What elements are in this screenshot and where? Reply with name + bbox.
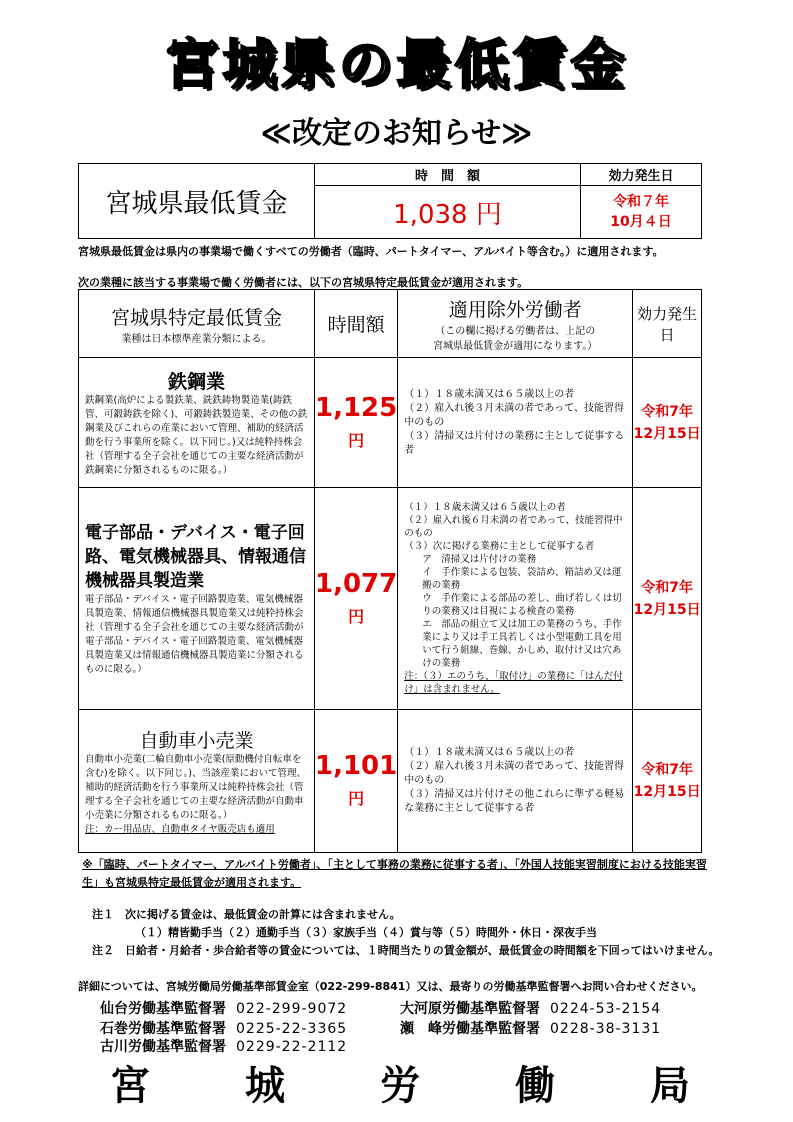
- price-unit: 円: [348, 789, 365, 808]
- effective-header: 効力発生日: [581, 164, 702, 186]
- general-wage-label: 宮城県最低賃金: [79, 164, 315, 239]
- bureau-char: 城: [245, 1063, 285, 1109]
- exclusion-item: （１）１８歳未満又は６５歳以上の者: [404, 502, 566, 513]
- industry-name: 電子部品・デバイス・電子回路、電気機械器具、情報通信機械器具製造業: [85, 522, 306, 591]
- office-ishinomaki: [100, 1018, 347, 1038]
- eff-line2: 12月15日: [633, 784, 701, 800]
- eff-line2: 12月15日: [633, 601, 701, 618]
- price-unit: 円: [348, 430, 365, 450]
- price-number: 1,125: [315, 392, 398, 423]
- specific-title-cell: [79, 290, 315, 358]
- industry-effective: [633, 358, 702, 488]
- footnote-star: ※「臨時、パートタイマー、アルバイト労働者」、「主として事務の業務に従事する者」、「外国人技能実習制度における技能実習生」も宮城県特定最低賃金が適用されます。: [82, 858, 707, 889]
- price-number: 1,077: [315, 568, 398, 599]
- eff-line1: 令和7年: [641, 403, 693, 420]
- general-hourly-value: 1,038 円: [315, 186, 581, 239]
- specific-effective-header: 効力発生日: [633, 290, 702, 358]
- bureau-char: 働: [515, 1063, 555, 1109]
- exclusion-list: [398, 488, 633, 710]
- office-phone: 0225-22-3365: [236, 1021, 348, 1037]
- industry-price: [315, 710, 398, 853]
- general-wage-table: [78, 163, 702, 239]
- exclusion-subitem: ウ 手作業による部品の差し、曲げ若しくは切りの業務又は目視による検査の業務: [422, 593, 622, 617]
- office-phone: 022-299-9072: [236, 1001, 348, 1017]
- industry-row: [79, 358, 702, 488]
- exclusion-subitem: エ 部品の組立て又は加工の業務のうち、手作業により又は手工具若しくは小型電動工具を用いて行う組線、巻線、かしめ、取付け又は穴あけの業務: [422, 619, 622, 669]
- general-note: 宮城県最低賃金は県内の事業場で働くすべての労働者（臨時、パートタイマー、アルバイト等含む。）に適用されます。: [78, 245, 664, 258]
- bureau-char: 局: [650, 1063, 690, 1109]
- bureau-name: [110, 1054, 690, 1111]
- specific-title-sub: 業種は日本標準産業分類による。: [121, 333, 272, 345]
- industry-name: 鉄鋼業: [167, 371, 225, 393]
- industry-price: [315, 358, 398, 488]
- exclusion-list: [398, 710, 633, 853]
- office-phone: 0229-22-2112: [236, 1039, 348, 1055]
- industry-cell: [79, 358, 315, 488]
- office-name: 仙台労働基準監督署: [100, 1001, 226, 1017]
- exclusion-item: （２）雇入れ後３月未満の者であって、技能習得中のもの: [404, 402, 624, 428]
- office-phone: 0228-38-3131: [550, 1021, 662, 1037]
- exclusion-item: （１）１８歳未満又は６５歳以上の者: [404, 747, 575, 758]
- eff-line1: 令和7年: [641, 579, 693, 596]
- office-name: 古川労働基準監督署: [100, 1039, 226, 1055]
- exclusion-sub1: （この欄に掲げる労働者は、上記の: [435, 326, 596, 337]
- office-ogawara: [400, 998, 661, 1018]
- industry-row: [79, 488, 702, 710]
- industry-row: [79, 710, 702, 853]
- office-name: 大河原労働基準監督署: [400, 1001, 540, 1017]
- specific-intro: 次の業種に該当する事業場で働く労働者には、以下の宮城県特定最低賃金が適用されます。: [78, 276, 529, 289]
- exclusion-header-cell: [398, 290, 633, 358]
- industry-cell: [79, 488, 315, 710]
- effective-line2: 10月４日: [610, 214, 672, 230]
- office-sendai: [100, 998, 347, 1018]
- office-name: 瀬 峰労働基準監督署: [400, 1021, 540, 1037]
- eff-line2: 12月15日: [633, 425, 701, 442]
- office-furukawa: [100, 1036, 347, 1056]
- exclusion-item: （１）１８歳未満又は６５歳以上の者: [404, 388, 575, 400]
- note1: 注１ 次に掲げる賃金は、最低賃金の計算には含まれません。: [92, 908, 401, 921]
- exclusion-sub2: 宮城県最低賃金が適用になります。）: [433, 341, 598, 352]
- office-name: 石巻労働基準監督署: [100, 1021, 226, 1037]
- contact-info: 詳細については、宮城労働局労働基準部賃金室（022-299-8841）又は、最寄りの労働基準監督署へお問い合わせください。: [78, 980, 703, 993]
- exclusion-list: [398, 358, 633, 488]
- specific-hourly-header: 時間額: [315, 290, 398, 358]
- note2: 注２ 日給者・月給者・歩合給者等の賃金については、１時間当たりの賃金額が、最低賃金の時間額を下回ってはいけません。: [92, 944, 720, 957]
- price-unit: 円: [348, 606, 365, 626]
- general-effective-date: [581, 186, 702, 239]
- exclusion-subitem: ア 清掃又は片付けの業務: [422, 554, 537, 565]
- note1-detail: （１）精皆勤手当（２）通勤手当（３）家族手当（４）賞与等（５）時間外・休日・深夜手当: [135, 926, 597, 939]
- office-semine: [400, 1018, 661, 1038]
- industry-cell: [79, 710, 315, 853]
- industry-desc: 電子部品・デバイス・電子回路製造業、電気機械器具製造業、情報通信機械器具製造業又は純粋持株会社（管理する全子会社を通じての主要な経済活動が電子部品・デバイス・電子回路製造業、電気機械器具製造業又は情報通信機械器具製造業に分類されるものに限る。）: [85, 593, 304, 675]
- office-phone: 0224-53-2154: [550, 1001, 662, 1017]
- exclusion-item: （２）雇入れ後３月未満の者であって、技能習得中のもの: [404, 761, 624, 786]
- specific-title: 宮城県特定最低賃金: [110, 306, 282, 329]
- industry-effective: [633, 488, 702, 710]
- eff-line1: 令和7年: [641, 762, 693, 778]
- industry-effective: [633, 710, 702, 853]
- exclusion-item: （３）清掃又は片付けの業務に主として従事する者: [404, 430, 625, 456]
- industry-price: [315, 488, 398, 710]
- specific-wage-table: [78, 289, 702, 853]
- industry-desc: 鉄鋼業(高炉による製鉄業、銑鉄鋳物製造業(鋳鉄管、可鍛鋳鉄を除く)、可鍛鋳鉄製造業、その他の鉄鋼業及びこれらの産業において管理、補助的経済活動を行う事業所を除く。以下同じ。)又は純粋持株会社（管理する全子会社を通じての主要な経済活動が鉄鋼業に分類されるものに限る。）: [85, 395, 308, 476]
- exclusion-subitem: イ 手作業による包装、袋詰め、箱詰め又は運搬の業務: [422, 567, 622, 591]
- page-title: 宮城県の最低賃金: [164, 33, 629, 96]
- industry-desc-note: 注：カー用品店、自動車タイヤ販売店も適用: [85, 823, 275, 835]
- exclusion-header: 適用除外労働者: [448, 299, 582, 321]
- industry-name: 自動車小売業: [139, 729, 254, 752]
- industry-desc: 自動車小売業(二輪自動車小売業(原動機付自転車を含む)を除く。以下同じ。)、当該産業において管理、補助的経済活動を行う事業所又は純粋持株会社（管理する全子会社を通じての主要な経済活動が自動車小売業に分類されるものに限る。）: [85, 753, 306, 821]
- exclusion-item: （３）清掃又は片付けその他これらに準ずる軽易な業務に主として従事する者: [404, 789, 625, 814]
- exclusion-note: 注：（３）エのうち、「取付け」の業務に「はんだ付け」は含まれません。: [404, 671, 623, 695]
- page-subtitle: ≪改定のお知らせ≫: [260, 116, 533, 151]
- bureau-char: 労: [380, 1063, 420, 1109]
- effective-line1: 令和７年: [613, 194, 669, 210]
- exclusion-item: （３）次に掲げる業務に主として従事する者: [404, 541, 595, 552]
- hourly-header: 時 間 額: [315, 164, 581, 186]
- bureau-char: 宮: [110, 1063, 150, 1109]
- price-number: 1,101: [315, 751, 398, 781]
- exclusion-item: （２）雇入れ後６月未満の者であって、技能習得中のもの: [404, 515, 623, 539]
